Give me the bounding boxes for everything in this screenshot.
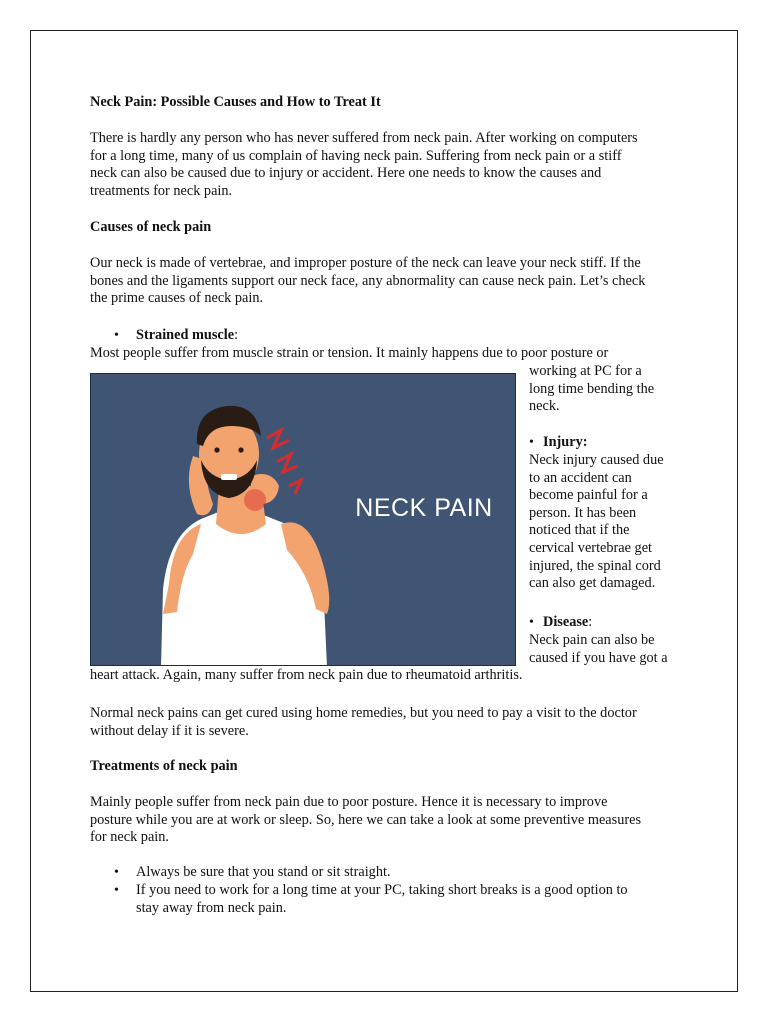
injury-line-2: to an accident can — [529, 469, 632, 486]
injury-line-1: Neck injury caused due — [529, 452, 664, 468]
treatment-2-line-2: stay away from neck pain. — [136, 899, 287, 916]
treatments-intro-line-3: for neck pain. — [90, 829, 169, 846]
intro-line-1: There is hardly any person who has never suffered from neck pain. After working on computers — [90, 130, 638, 146]
strained-label: Strained muscle — [136, 327, 235, 343]
treatment-1-bullet: • — [114, 865, 119, 880]
strained-line-2: working at PC for a — [529, 363, 642, 379]
causes-intro-line-1: Our neck is made of vertebrae, and improper posture of the neck can leave your neck stiff. If the — [90, 255, 641, 271]
remedy-line-2: without delay if it is severe. — [90, 722, 249, 739]
strained-line-4: neck. — [529, 398, 560, 415]
causes-intro-line-2: bones and the ligaments support our neck face, any abnormality can cause neck pain. Let’s check — [90, 272, 646, 289]
strained-line-3: long time bending the — [529, 380, 655, 397]
injury-line-4: person. It has been — [529, 504, 637, 521]
treatments-heading: Treatments of neck pain — [90, 758, 238, 774]
right-eye — [238, 447, 243, 452]
treatment-2-bullet: • — [114, 883, 119, 898]
treatments-intro-line-1: Mainly people suffer from neck pain due to poor posture. Hence it is necessary to improve — [90, 794, 608, 810]
disease-line-3: heart attack. Again, many suffer from neck pain due to rheumatoid arthritis. — [90, 667, 523, 684]
strained-colon: : — [234, 327, 239, 343]
injury-line-7: injured, the spinal cord — [529, 557, 661, 574]
disease-bullet: • — [529, 615, 534, 630]
intro-line-4: treatments for neck pain. — [90, 182, 233, 199]
strained-line-1: Most people suffer from muscle strain or tension. It mainly happens due to poor posture or — [90, 345, 609, 361]
treatment-2-line-1: If you need to work for a long time at your PC, taking short breaks is a good option to — [136, 882, 628, 898]
disease-line-2: caused if you have got a — [529, 649, 668, 666]
disease-colon: : — [588, 614, 593, 630]
disease-line-1: Neck pain can also be — [529, 632, 655, 648]
strained-bullet: • — [114, 328, 119, 343]
intro-line-2: for a long time, many of us complain of having neck pain. Suffering from neck pain or a stiff — [90, 147, 622, 164]
pain-glow — [244, 489, 266, 511]
treatments-intro-line-2: posture while you are at work or sleep. So, here we can take a look at some preventive measures — [90, 811, 642, 828]
injury-line-5: noticed that if the — [529, 522, 630, 539]
disease-heading — [543, 614, 592, 632]
injury-label: Injury: — [543, 434, 588, 450]
injury-line-3: become painful for a — [529, 487, 648, 504]
document-title: Neck Pain: Possible Causes and How to Treat It — [90, 94, 381, 110]
disease-label: Disease — [543, 614, 589, 630]
injury-bullet: • — [529, 435, 534, 450]
injury-line-6: cervical vertebrae get — [529, 540, 653, 556]
causes-heading: Causes of neck pain — [90, 219, 212, 235]
neck-pain-illustration — [90, 373, 516, 666]
intro-line-3: neck can also be caused due to injury or accident. Here one needs to know the causes and — [90, 165, 602, 182]
causes-intro-line-3: the prime causes of neck pain. — [90, 290, 264, 307]
figure-caption: NECK PAIN — [355, 494, 493, 522]
mouth — [221, 474, 237, 480]
strained-heading — [136, 327, 238, 345]
injury-line-8: can also get damaged. — [529, 575, 656, 592]
treatment-1-line-1: Always be sure that you stand or sit straight. — [136, 864, 391, 880]
left-eye — [214, 447, 219, 452]
remedy-line-1: Normal neck pains can get cured using home remedies, but you need to pay a visit to the doctor — [90, 705, 637, 721]
